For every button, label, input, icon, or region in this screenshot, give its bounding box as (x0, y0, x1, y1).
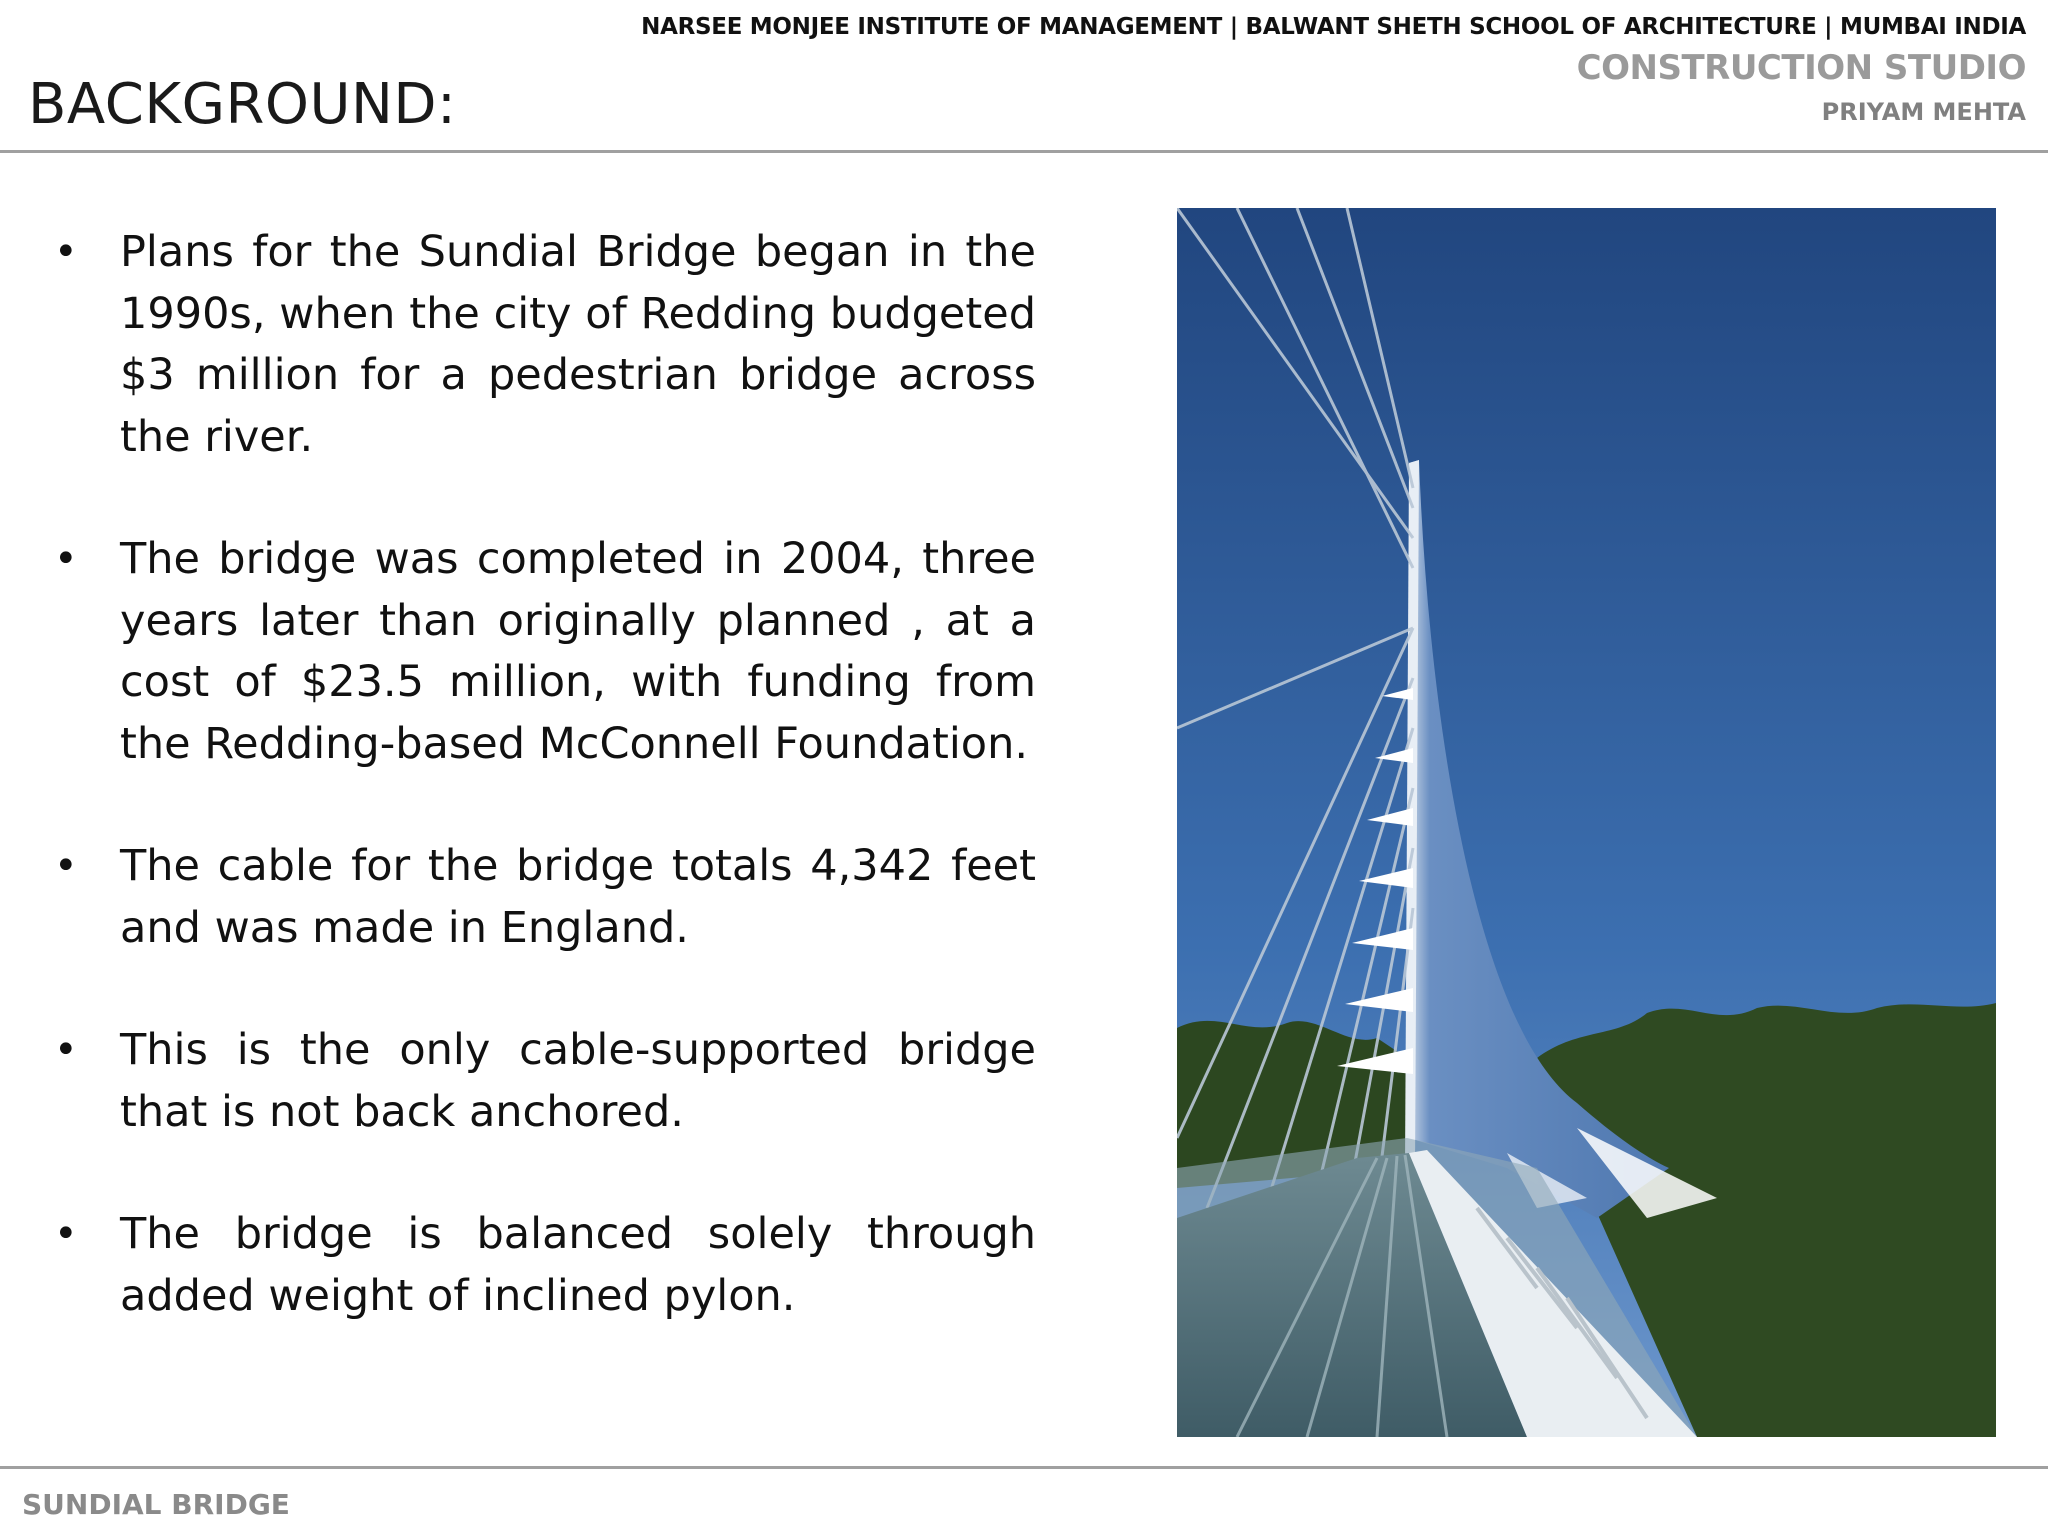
bullet-text: The bridge is balanced solely through added weight of inclined pylon. (120, 1209, 1036, 1321)
author-name: PRIYAM MEHTA (1821, 98, 2026, 126)
institute-name: NARSEE MONJEE INSTITUTE OF MANAGEMENT | BALWANT SHETH SCHOOL OF ARCHITECTURE | MUMBAI INDIA (641, 14, 2026, 40)
bullet-item (50, 1020, 1036, 1143)
bullet-text: The cable for the bridge totals 4,342 feet and was made in England. (120, 841, 1036, 953)
studio-name: CONSTRUCTION STUDIO (1576, 48, 2026, 88)
bullet-icon: • (54, 1211, 78, 1257)
bullet-item (50, 1204, 1036, 1327)
bullet-text: The bridge was completed in 2004, three years later than originally planned , at a cost of $23.5 million, with funding from the Redding-based McConnell Foundation. (120, 534, 1036, 769)
bullet-list (50, 222, 1036, 1327)
bullet-icon: • (54, 536, 78, 582)
bridge-illustration (1177, 208, 1996, 1437)
header-divider (0, 150, 2048, 153)
footer-title: SUNDIAL BRIDGE (22, 1488, 290, 1521)
sundial-bridge-photo (1177, 208, 1996, 1437)
bullet-icon: • (54, 229, 78, 275)
footer-divider (0, 1466, 2048, 1469)
bullet-text: This is the only cable-supported bridge that is not back anchored. (120, 1025, 1036, 1137)
bullet-icon: • (54, 1027, 78, 1073)
bullet-item (50, 222, 1036, 468)
bullet-item (50, 836, 1036, 959)
bullet-text: Plans for the Sundial Bridge began in the 1990s, when the city of Redding budgeted $3 million for a pedestrian bridge across the river. (120, 227, 1036, 462)
bullet-item (50, 529, 1036, 775)
bullet-icon: • (54, 843, 78, 889)
page-title: BACKGROUND: (28, 72, 457, 137)
